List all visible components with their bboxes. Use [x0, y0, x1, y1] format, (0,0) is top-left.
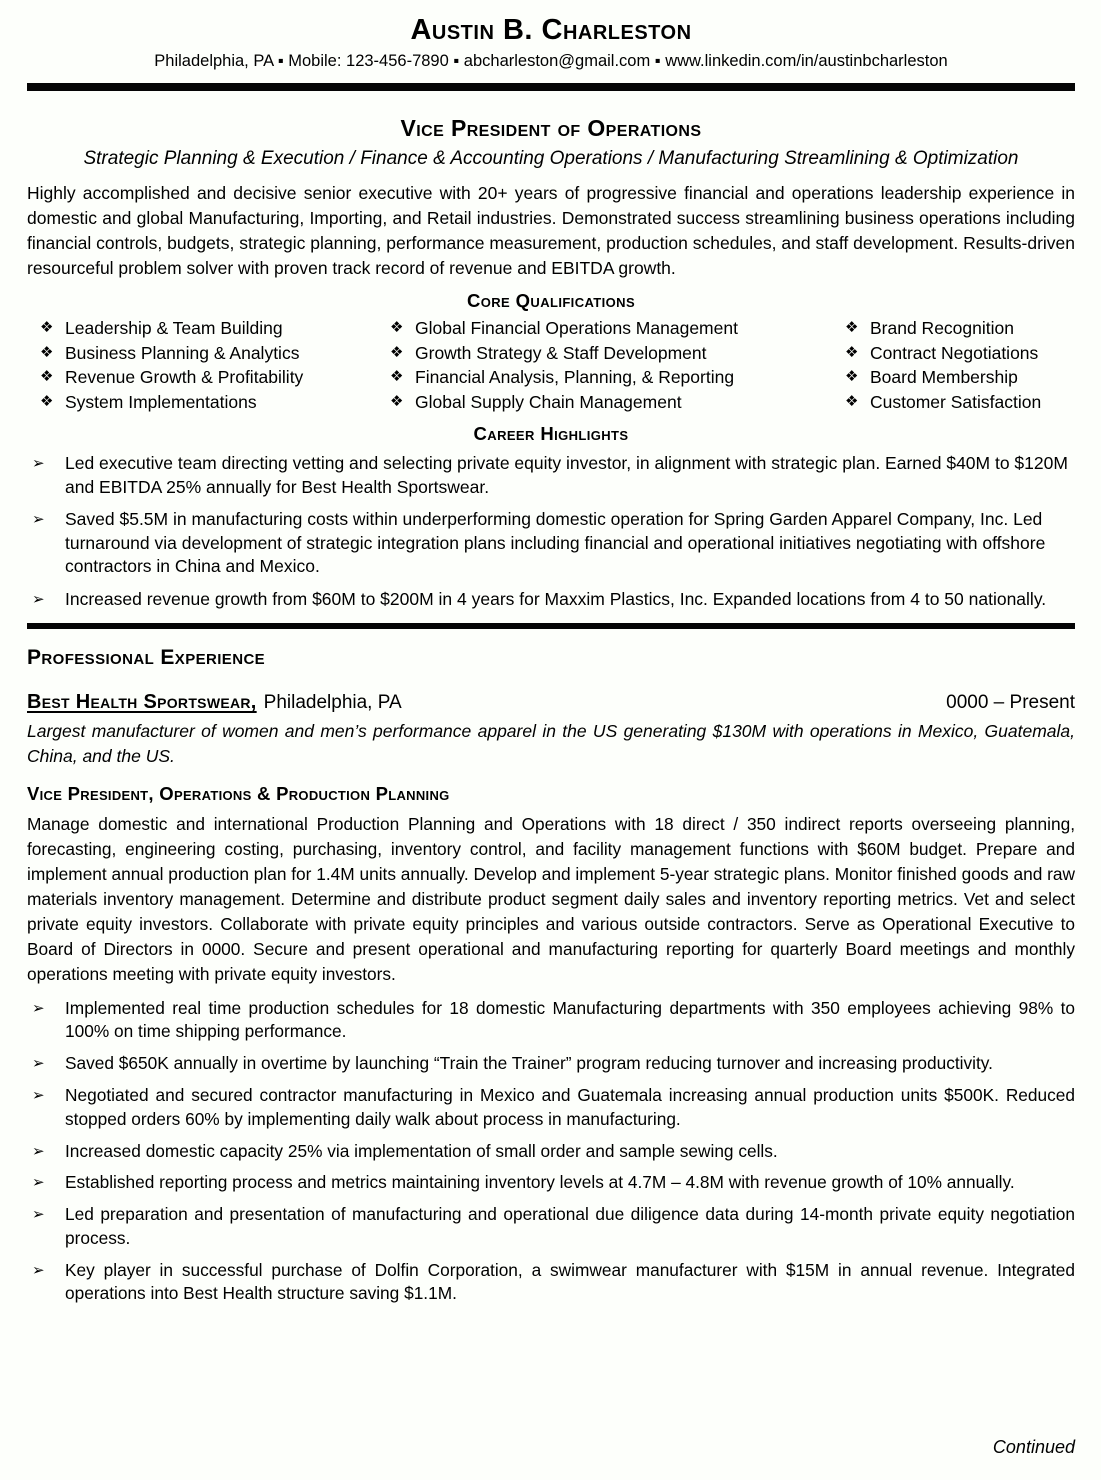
diamond-bullet-icon: ❖	[390, 392, 404, 410]
qualification-label: Revenue Growth & Profitability	[65, 367, 304, 387]
diamond-bullet-icon: ❖	[390, 343, 404, 361]
resume-header	[27, 12, 1075, 91]
diamond-bullet-icon: ❖	[845, 392, 859, 410]
diamond-bullet-icon: ❖	[40, 343, 54, 361]
job-accomplishment-item	[27, 1140, 1075, 1163]
qualification-item	[40, 316, 390, 341]
target-job-title: Vice President of Operations	[400, 115, 702, 141]
job-accomplishment-item	[27, 1259, 1075, 1306]
qualification-label: Brand Recognition	[870, 318, 1014, 338]
diamond-bullet-icon: ❖	[40, 368, 54, 385]
career-highlight-item	[27, 452, 1075, 499]
job-accomplishment-item	[27, 1084, 1075, 1131]
diamond-bullet-icon: ❖	[845, 319, 859, 336]
arrow-bullet-icon: ➢	[32, 1087, 45, 1105]
qualification-label: Global Financial Operations Management	[415, 318, 738, 338]
job-accomplishment-text: Increased domestic capacity 25% via implementation of small order and sample sewing cells.	[65, 1140, 778, 1161]
arrow-bullet-icon: ➢	[32, 1000, 45, 1017]
career-highlights-list	[27, 452, 1075, 611]
qualification-label: System Implementations	[65, 391, 257, 412]
qualification-label: Board Membership	[870, 367, 1018, 387]
qualification-label: Global Supply Chain Management	[415, 391, 682, 412]
core-qualifications-column-2	[390, 316, 845, 414]
arrow-bullet-icon: ➢	[32, 511, 45, 528]
specialties-line: Strategic Planning & Execution / Finance & Accounting Operations / Manufacturing Streamlining & Optimization	[83, 148, 1019, 169]
qualification-item	[390, 316, 845, 341]
career-highlight-item	[27, 508, 1075, 579]
section-divider-rule	[27, 623, 1075, 629]
professional-summary: Highly accomplished and decisive senior executive with 20+ years of progressive financial and operations leadership experience in domestic and global Manufacturing, Importing, and Retail industries. Demonstrated success streamlining business operations including financial controls, budgets, strategic planning, performance measurement, production schedules, and staff development. Results-driven resourceful problem solver with proven track record of revenue and EBITDA growth.	[27, 183, 1075, 278]
career-highlight-text: Led executive team directing vetting and selecting private equity investor, in alignment with strategic plan. Earned $40M to $120M and EBITDA 25% annually for Best Health Sportswear.	[65, 453, 1068, 497]
arrow-bullet-icon: ➢	[32, 1142, 45, 1160]
qualification-item	[40, 341, 390, 366]
qualification-item	[845, 390, 1075, 415]
diamond-bullet-icon: ❖	[390, 368, 404, 385]
qualification-label: Contract Negotiations	[870, 342, 1039, 363]
job-accomplishment-text: Implemented real time production schedules for 18 domestic Manufacturing departments with 350 employees achieving 98% to 100% on time shipping performance.	[65, 998, 1075, 1042]
diamond-bullet-icon: ❖	[845, 343, 859, 361]
candidate-name: Austin B. Charleston	[410, 14, 692, 46]
qualification-item	[845, 365, 1075, 390]
professional-experience-section	[27, 644, 1075, 1305]
career-highlight-text: Increased revenue growth from $60M to $200M in 4 years for Maxxim Plastics, Inc. Expanded locations from 4 to 50 nationally.	[65, 588, 1047, 609]
job-accomplishment-item	[27, 1171, 1075, 1194]
job-title: Vice President, Operations & Production Planning	[27, 783, 450, 804]
qualification-label: Leadership & Team Building	[65, 318, 283, 338]
job-accomplishment-item	[27, 997, 1075, 1044]
job-accomplishments-list	[27, 997, 1075, 1305]
core-qualifications-heading: Core Qualifications	[466, 290, 636, 311]
qualification-item	[40, 365, 390, 390]
qualification-item	[390, 341, 845, 366]
qualification-item	[845, 341, 1075, 366]
career-highlight-text: Saved $5.5M in manufacturing costs within underperforming domestic operation for Spring Garden Apparel Company, Inc. Led turnaround via development of strategic integration plans including financial and operational initiatives negotiating with offshore contractors in China and Mexico.	[65, 509, 1046, 576]
qualification-label: Growth Strategy & Staff Development	[415, 342, 707, 363]
header-rule	[27, 83, 1075, 91]
profile-section	[27, 114, 1075, 281]
arrow-bullet-icon: ➢	[32, 1174, 45, 1192]
qualification-item	[390, 390, 845, 415]
career-highlights-section	[27, 421, 1075, 611]
diamond-bullet-icon: ❖	[40, 319, 54, 336]
core-qualifications-grid	[27, 316, 1075, 414]
arrow-bullet-icon: ➢	[32, 1055, 45, 1073]
career-highlight-item	[27, 588, 1075, 612]
diamond-bullet-icon: ❖	[845, 368, 859, 385]
professional-experience-heading: Professional Experience	[27, 646, 266, 669]
job-accomplishment-text: Saved $650K annually in overtime by launching “Train the Trainer” program reducing turnover and increasing productivity.	[65, 1053, 993, 1074]
job-accomplishment-text: Negotiated and secured contractor manufacturing in Mexico and Guatemala increasing annual production units $500K. Reduced stopped orders 60% by implementing daily walk about process in manufacturing.	[65, 1085, 1075, 1129]
job-summary-paragraph: Manage domestic and international Production Planning and Operations with 18 direct / 350 indirect reports overseeing planning, forecasting, engineering costing, purchasing, inventory control, and facility management functions with $60M budget. Prepare and implement annual production plan for 1.4M units annually. Develop and implement 5-year strategic plans. Monitor finished goods and raw materials inventory management. Determine and distribute product segment daily sales and inventory reporting metrics. Vet and select private equity investors. Collaborate with private equity principles and various outside contractors. Serve as Operational Executive to Board of Directors in 0000. Secure and present operational and manufacturing reporting for quarterly Board meetings and monthly operations meeting with private equity investors.	[27, 814, 1075, 984]
company-description: Largest manufacturer of women and men’s performance apparel in the US generating $130M with operations in Mexico, Guatemala, China, and the US.	[27, 721, 1075, 766]
employment-dates: 0000 – Present	[946, 692, 1075, 713]
qualification-label: Financial Analysis, Planning, & Reporting	[415, 367, 735, 387]
company-name-location	[27, 691, 402, 714]
arrow-bullet-icon: ➢	[32, 1206, 45, 1224]
continued-label: Continued	[992, 1437, 1075, 1457]
diamond-bullet-icon: ❖	[390, 319, 404, 336]
job-accomplishment-text: Led preparation and presentation of manufacturing and operational due diligence data during 14-month private equity negotiation process.	[65, 1204, 1075, 1248]
arrow-bullet-icon: ➢	[32, 590, 45, 608]
qualification-label: Business Planning & Analytics	[65, 342, 300, 363]
company-name: Best Health Sportswear,	[27, 691, 257, 713]
job-accomplishment-item	[27, 1052, 1075, 1075]
core-qualifications-section	[27, 288, 1075, 414]
qualification-item	[845, 316, 1075, 341]
qualification-label: Customer Satisfaction	[870, 391, 1042, 412]
qualification-item	[390, 365, 845, 390]
company-location: Philadelphia, PA	[263, 692, 402, 713]
career-highlights-heading: Career Highlights	[473, 423, 629, 444]
job-accomplishment-item	[27, 1203, 1075, 1250]
arrow-bullet-icon: ➢	[32, 1261, 45, 1279]
job-accomplishment-text: Established reporting process and metrics maintaining inventory levels at 4.7M – 4.8M with revenue growth of 10% annually.	[65, 1172, 1015, 1193]
core-qualifications-column-1	[40, 316, 390, 414]
qualification-item	[40, 390, 390, 415]
arrow-bullet-icon: ➢	[32, 455, 45, 472]
company-header-row	[27, 691, 1075, 714]
core-qualifications-column-3	[845, 316, 1075, 414]
contact-line: Philadelphia, PA ▪ Mobile: 123-456-7890 ▪ abcharleston@gmail.com ▪ www.linkedin.com/in/austinbcharleston	[154, 52, 948, 70]
diamond-bullet-icon: ❖	[40, 392, 54, 410]
job-accomplishment-text: Key player in successful purchase of Dolfin Corporation, a swimwear manufacturer with $15M in annual revenue. Integrated operations into Best Health structure saving $1.1M.	[65, 1259, 1075, 1304]
